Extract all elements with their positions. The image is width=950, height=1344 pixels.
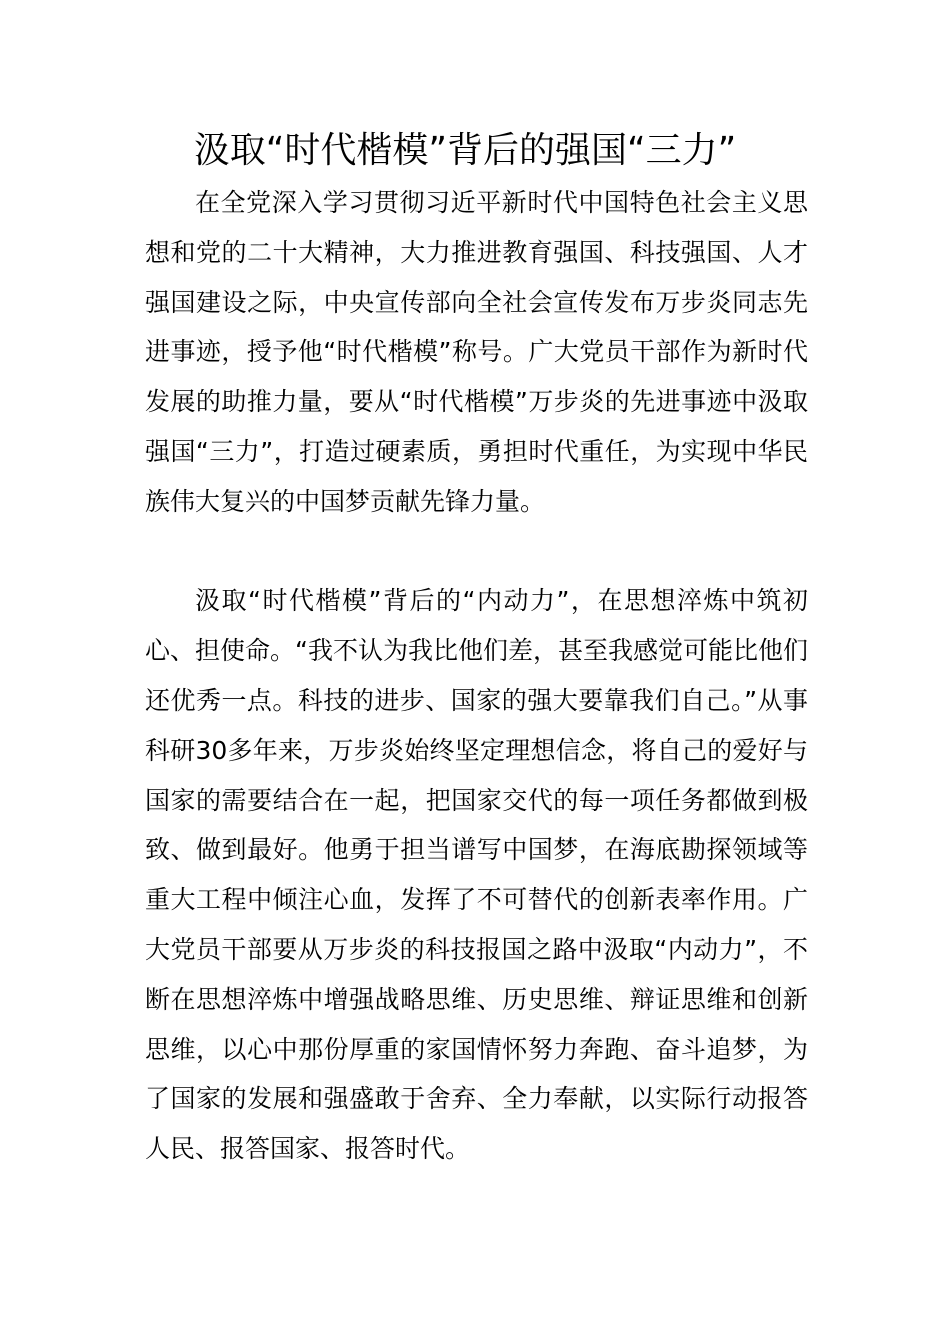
paragraph-intro: 在全党深入学习贯彻习近平新时代中国特色社会主义思想和党的二十大精神，大力推进教育强国、科技强国、人才强国建设之际，中央宣传部向全社会宣传发布万步炎同志先进事迹，授予他“时代楷模”称号。广大党员干部作为新时代发展的助推力量，要从“时代楷模”万步炎的先进事迹中汲取强国“三力”，打造过硬素质，勇担时代重任，为实现中华民族伟大复兴的中国梦贡献先锋力量。 (145, 188, 808, 516)
paragraph-inner-drive: 汲取“时代楷模”背后的“内动力”，在思想淬炼中筑初心、担使命。“我不认为我比他们差，甚至我感觉可能比他们还优秀一点。科技的进步、国家的强大要靠我们自己。”从事科研30多年来，万步炎始终坚定理想信念，将自己的爱好与国家的需要结合在一起，把国家交代的每一项任务都做到极致、做到最好。他勇于担当谱写中国梦，在海底勘探领域等重大工程中倾注心血，发挥了不可替代的创新表率作用。广大党员干部要从万步炎的科技报国之路中汲取“内动力”，不断在思想淬炼中增强战略思维、历史思维、辩证思维和创新思维，以心中那份厚重的家国情怀努力奔跑、奋斗追梦，为了国家的发展和强盛敢于舍弃、全力奉献，以实际行动报答人民、报答国家、报答时代。 (145, 586, 808, 1164)
document-title: 汲取“时代楷模”背后的强国“三力” (193, 130, 737, 171)
document-body (145, 178, 808, 1174)
